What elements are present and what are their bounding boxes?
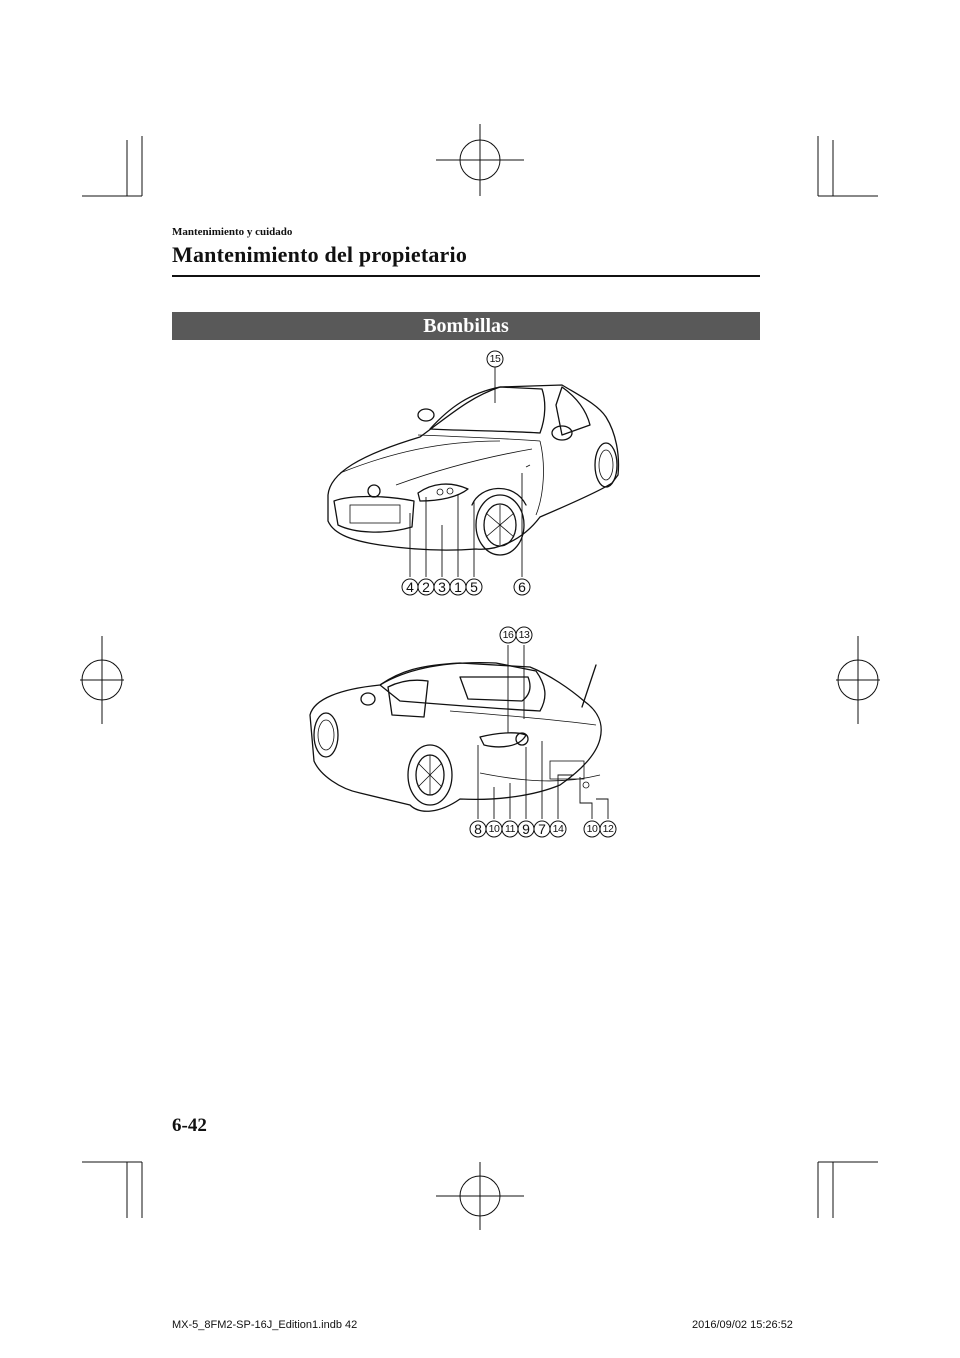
callout-13 <box>516 627 532 643</box>
callout-10 <box>486 821 502 837</box>
section-banner: Bombillas <box>172 312 760 340</box>
car-front-drawing <box>328 385 619 555</box>
svg-text:5: 5 <box>470 579 478 595</box>
callout-1 <box>450 579 466 595</box>
callout-2 <box>418 579 434 595</box>
car-front-illustration <box>300 345 640 605</box>
svg-text:11: 11 <box>505 823 515 835</box>
svg-text:13: 13 <box>518 629 530 641</box>
callout-3 <box>434 579 450 595</box>
svg-text:10: 10 <box>488 823 500 835</box>
page-number: 6-42 <box>172 1115 207 1136</box>
svg-text:7: 7 <box>538 821 546 837</box>
svg-text:2: 2 <box>422 579 430 595</box>
callout-4 <box>402 579 418 595</box>
callout-15 <box>487 351 503 367</box>
svg-text:12: 12 <box>602 823 614 835</box>
svg-text:14: 14 <box>552 823 564 835</box>
svg-text:9: 9 <box>522 821 530 837</box>
callout-10-right <box>584 821 600 837</box>
svg-text:4: 4 <box>406 579 414 595</box>
callout-12 <box>600 821 616 837</box>
svg-text:1: 1 <box>454 579 462 595</box>
section-label: Mantenimiento y cuidado <box>172 226 293 238</box>
car-rear-drawing <box>310 663 601 812</box>
callout-8 <box>470 821 486 837</box>
footer-file-info: MX-5_8FM2-SP-16J_Edition1.indb 42 <box>172 1319 358 1331</box>
page-title: Mantenimiento del propietario <box>172 242 468 267</box>
svg-text:6: 6 <box>518 579 526 595</box>
callout-9 <box>518 821 534 837</box>
svg-text:16: 16 <box>502 629 514 641</box>
car-rear-illustration <box>300 615 640 845</box>
callout-6 <box>514 579 530 595</box>
footer-timestamp: 2016/09/02 15:26:52 <box>692 1319 793 1331</box>
svg-text:15: 15 <box>489 353 501 365</box>
svg-text:8: 8 <box>474 821 482 837</box>
svg-text:10: 10 <box>586 823 598 835</box>
callout-11 <box>502 821 518 837</box>
callout-7 <box>534 821 550 837</box>
svg-text:3: 3 <box>438 579 446 595</box>
callout-14 <box>550 821 566 837</box>
rear-leaders <box>478 645 608 819</box>
title-divider <box>172 275 760 277</box>
callout-16 <box>500 627 516 643</box>
callout-5 <box>466 579 482 595</box>
